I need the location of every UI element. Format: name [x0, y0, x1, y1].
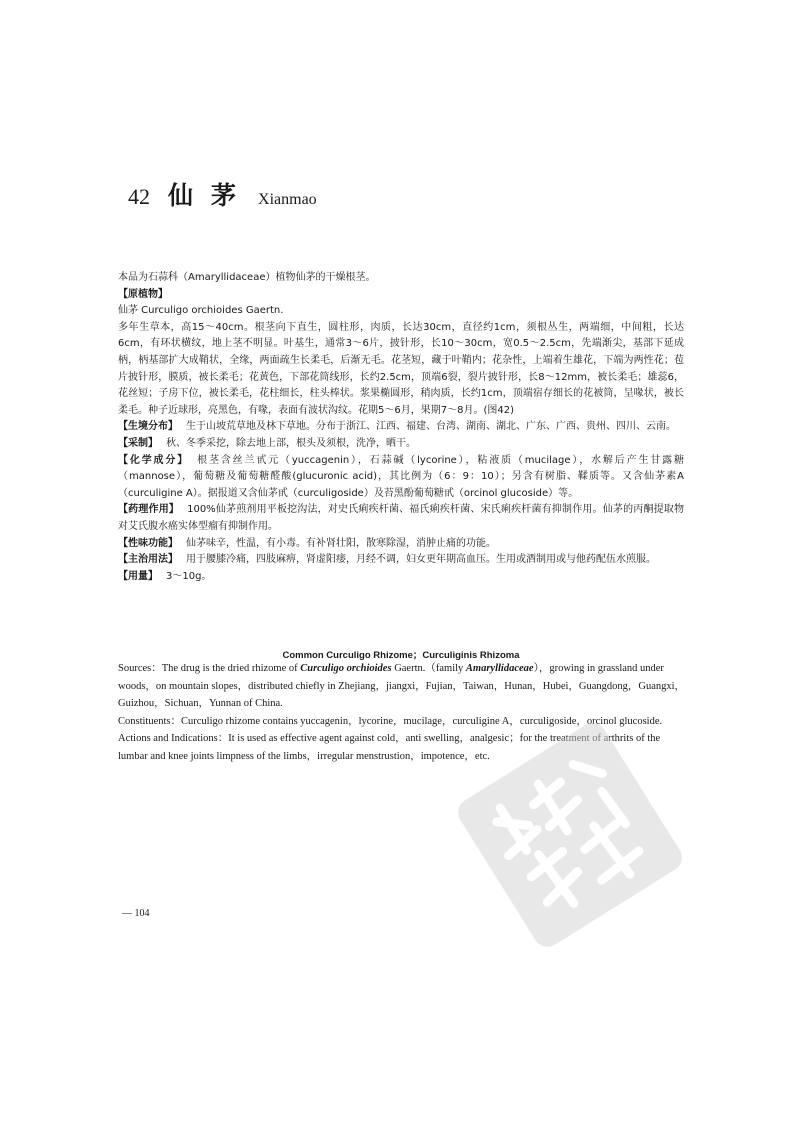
habitat-section: [118, 419, 684, 436]
source-plant-heading: 【原植物】: [118, 288, 168, 300]
sources-label: Sources：: [118, 663, 162, 674]
indications-section: [118, 552, 684, 569]
source-plant-name: 仙茅 Curculigo orchioides Gaertn.: [118, 305, 284, 317]
entry-chinese-name: 仙茅: [168, 181, 255, 210]
source-plant-description: 多年生草本，高15～40cm。根茎向下直生，圆柱形，肉质，长达30cm，直径约1cm，须根丛生，两端细，中间粗，长达6cm，有环状横纹，地上茎不明显。叶基生，通常3～6片，披针形，长10～30cm，宽0.5～2.5cm，先端渐尖，基部下延成柄，柄基部扩大成鞘状，全缘，两面疏生长柔毛，后渐无毛。花茎短，藏于叶鞘内；花杂性，上端着生雄花，下端为两性花；苞片披针形，膜质，被长柔毛；花黄色，下部花筒线形，长约2.5cm，顶端6裂，裂片披针形，长8～12mm，被长柔毛；雄蕊6，花丝短；子房下位，被长柔毛，花柱细长，柱头棒状。浆果椭圆形，稍肉质，长约1cm，顶端宿存细长的花被筒，呈喙状，被长柔毛。种子近球形，亮黑色，有喙，表面有波状沟纹。花期5～6月，果期7～8月。(图42): [118, 321, 684, 416]
constituents-text: Curculigo rhizome contains yuccagenin，lycorine，mucilage，curculigine A，curculigoside，orcinol glucoside.: [181, 715, 663, 727]
constituents-label: Constituents：: [118, 715, 182, 727]
english-title: Common Curculigo Rhizome；Curculiginis Rhizoma: [282, 650, 520, 661]
pharmacology-text: 100%仙茅煎剂用平板挖沟法，对史氏痢疾杆菌、福氏痢疾杆菌、宋氏痢疾杆菌有抑制作用。仙茅的丙酮提取物对艾氏腹水癌实体型瘤有抑制作用。: [118, 504, 685, 532]
family-name: Amaryllidaceae: [465, 663, 534, 674]
intro-line: 本品为石蒜科（Amaryllidaceae）植物仙茅的干燥根茎。: [118, 272, 376, 283]
chinese-text-body: [118, 270, 684, 585]
properties-label: 【性味功能】: [118, 537, 178, 549]
sources-text-pre: The drug is the dried rhizome of: [161, 663, 301, 674]
indications-label: 【主治用法】: [118, 554, 178, 566]
habitat-text: 生于山坡荒草地及林下草地。分布于浙江、江西、福建、台湾、湖南、湖北、广东、广西、贵州、四川、云南。: [186, 421, 676, 433]
entry-pinyin: Xianmao: [258, 191, 317, 208]
collection-text: 秋、冬季采挖，除去地上部，根头及须根，洗净，晒干。: [166, 437, 416, 449]
dosage-label: 【用量】: [118, 570, 158, 582]
sources-text-mid: Gaertn.（family: [391, 663, 466, 674]
properties-section: [118, 536, 684, 553]
dosage-text: 3～10g。: [166, 570, 212, 582]
entry-title: [128, 176, 317, 212]
entry-number: 42: [128, 184, 150, 209]
collection-section: [118, 436, 684, 453]
habitat-label: 【生境分布】: [118, 421, 178, 433]
dosage-section: [118, 569, 684, 586]
chemistry-section: [118, 453, 684, 503]
properties-text: 仙茅味辛，性温，有小毒。有补肾壮阳，散寒除湿，消肿止痛的功能。: [186, 537, 496, 549]
indications-text: 用于腰膝冷痛，四肢麻痹，肾虚阳痿，月经不调，妇女更年期高血压。生用或酒制用或与他药配伍水煎服。: [186, 554, 656, 566]
chemistry-text: 根茎含丝兰甙元（yuccagenin），石蒜碱（lycorine），粘液质（mucilage），水解后产生甘露糖（mannose），葡萄糖及葡萄糖醛酸(glucuronic acid)，其比例为（6：9：10）；另含有树脂、鞣质等。又含仙茅素A（curculigine A）。据报道又含仙茅甙（curculigoside）及苔黑酚葡萄糖甙（orcinol glucoside）等。: [118, 454, 684, 499]
species-name: Curculigo orchioides: [300, 663, 392, 674]
watermark-seal: [445, 705, 695, 965]
collection-label: 【采制】: [118, 437, 158, 449]
sources-text-post: ），growing in grassland under woods，on mountain slopes，distributed chiefly in Zhejiang，jiangxi，Fujian，Taiwan，Hunan，Hubei，Guangdong，Guangxi，Guizhou，Sichuan，Yunnan of China.: [118, 663, 686, 709]
actions-label: Actions and Indications：: [118, 733, 229, 744]
pharmacology-section: [118, 502, 684, 535]
pharmacology-label: 【药理作用】: [118, 504, 180, 516]
actions-text: It is used as effective agent against cold，anti swelling，analgesic；for the treatment of arthrits of the lumbar and knee joints limpness of the limbs，irregular menstrustion，impotence，etc.: [118, 733, 661, 762]
chemistry-label: 【化学成分】: [118, 454, 190, 466]
page-number: — 104: [122, 908, 150, 919]
